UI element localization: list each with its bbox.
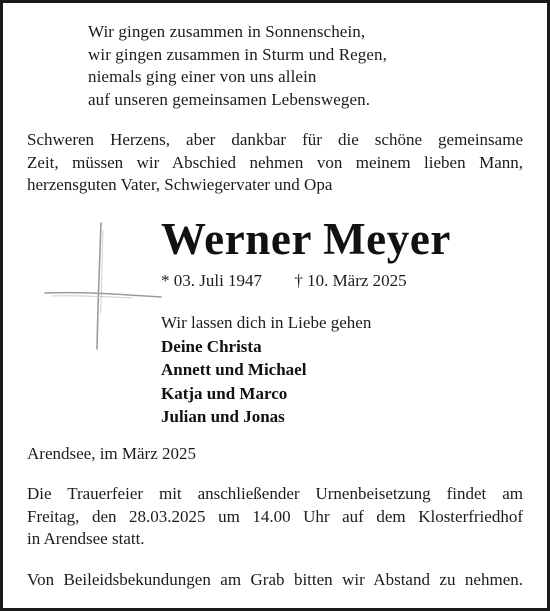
ceremony-line: Freitag, den 28.03.2025 um 14.00 Uhr auf dem Klosterfriedhof [27, 506, 523, 526]
poem [88, 21, 387, 111]
poem-line: niemals ging einer von uns allein [88, 67, 317, 86]
family-member: Annett und Michael [161, 360, 307, 380]
condolence-request: Von Beileidsbekundungen am Grab bitten wir Abstand zu nehmen. [27, 570, 523, 589]
poem-line: wir gingen zusammen in Sturm und Regen, [88, 44, 387, 64]
intro-line: Schweren Herzens, aber dankbar für die schöne gemeinsame [27, 130, 523, 149]
intro-paragraph [27, 129, 523, 197]
ceremony-paragraph [27, 483, 523, 551]
family-member: Deine Christa [161, 336, 262, 356]
deceased-name: Werner Meyer [161, 214, 451, 264]
ceremony-line: Die Trauerfeier mit anschließender Urnenbeisetzung findet am [27, 484, 523, 503]
death-date: † 10. März 2025 [294, 271, 407, 290]
place-date: Arendsee, im März 2025 [27, 444, 197, 463]
birth-date: * 03. Juli 1947 [161, 271, 263, 290]
ceremony-line: in Arendsee statt. [27, 529, 145, 549]
family-intro: Wir lassen dich in Liebe gehen [161, 313, 372, 332]
intro-line: herzensguten Vater, Schwiegervater und Opa [27, 175, 333, 195]
poem-line: Wir gingen zusammen in Sonnenschein, [88, 22, 366, 41]
family-member: Julian und Jonas [161, 407, 285, 427]
family-block [161, 311, 371, 429]
intro-line: Zeit, müssen wir Abschied nehmen von meinem lieben Mann, [27, 152, 523, 172]
life-dates [161, 270, 407, 292]
cross-icon [43, 221, 163, 351]
poem-line: auf unseren gemeinsamen Lebenswegen. [88, 89, 371, 109]
family-member: Katja und Marco [161, 383, 288, 403]
